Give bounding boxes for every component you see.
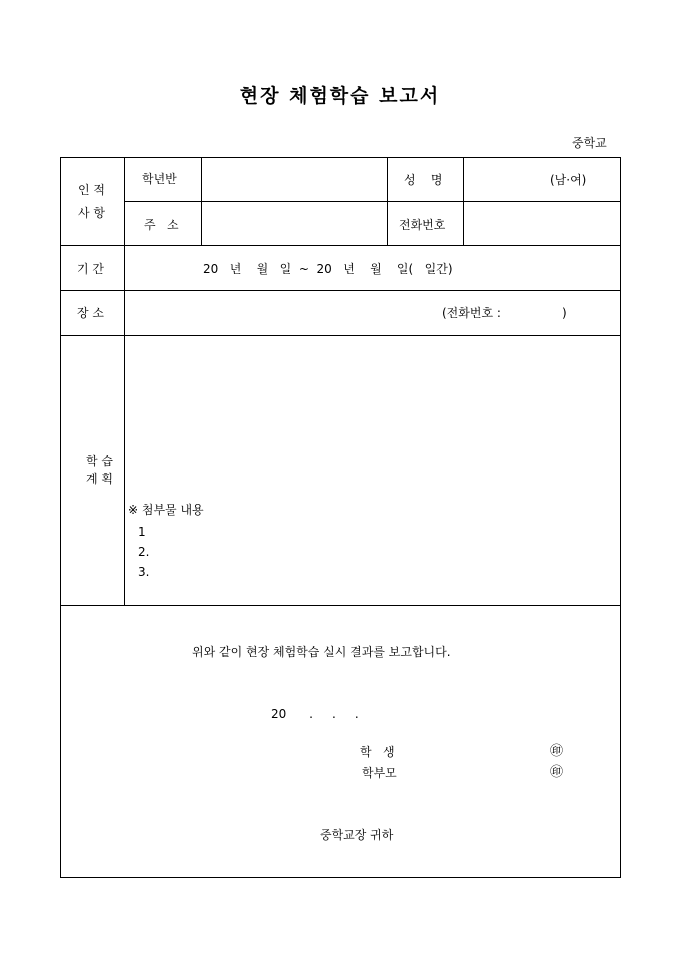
attachment-item-1: 1 [138,525,146,539]
address-label: 주 소 [144,218,179,232]
addressee: 중학교장 귀하 [320,828,394,842]
table-bottom-border [60,877,621,878]
table-right-border [620,157,621,878]
address-field[interactable] [202,202,387,245]
table-left-border [60,157,61,878]
attachment-item-2: 2. [138,545,150,559]
period-text[interactable]: 20 년 월 일 ~ 20 년 월 일( 일간) [203,262,453,276]
date-line[interactable]: 20 . . . [271,707,359,721]
phone-field[interactable] [464,202,620,245]
phone-label: 전화번호 [399,218,446,232]
plan-text-area[interactable] [125,336,620,496]
student-label: 학 생 [360,745,395,759]
row-divider-period [60,245,621,246]
personal-section-label-1: 인 적 [78,183,105,197]
place-label: 장 소 [77,306,104,320]
attachments-header: ※ 첨부물 내용 [128,503,204,517]
attachment-item-3: 3. [138,565,150,579]
personal-middle-divider [387,157,388,246]
gender-option: (남·여) [550,173,587,187]
confirmation-statement: 위와 같이 현장 체험학습 실시 결과를 보고합니다. [192,645,451,659]
class-field[interactable] [202,158,387,201]
name-field[interactable] [464,158,620,201]
period-label: 기 간 [77,262,104,276]
place-field[interactable] [125,291,425,335]
place-phone: (전화번호 : ) [442,306,567,320]
parent-seal-mark: ㊞ [550,765,564,780]
row-divider-confirmation [60,605,621,606]
student-seal-mark: ㊞ [550,744,564,759]
parent-label: 학부모 [362,766,397,780]
class-label: 학년반 [142,172,177,186]
document-title: 현장 체험학습 보고서 [239,85,441,107]
name-label: 성 명 [404,173,443,187]
school-name-suffix: 중학교 [572,136,607,150]
plan-label-1: 학 습 [86,454,113,468]
plan-label-2: 계 획 [86,472,113,486]
personal-section-label-2: 사 항 [78,206,105,220]
